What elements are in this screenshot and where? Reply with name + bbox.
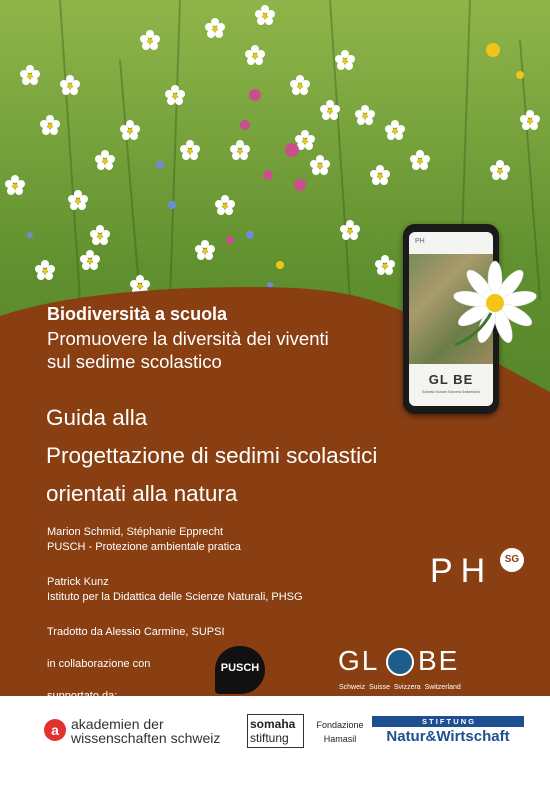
globe-logo-subtitle: Schweiz Suisse Svizzera Switzerland [339, 684, 461, 691]
phone-screen: PH GL BE Schweiz Suisse Svizzera Switzerland [409, 232, 493, 406]
hamasil-logo [311, 718, 369, 746]
authors-block-2 [47, 575, 303, 605]
author-names-2: Patrick Kunz [47, 576, 109, 588]
globe-icon [386, 648, 414, 676]
akademien-line-1: akademien der [71, 716, 164, 732]
akademien-icon: a [44, 719, 66, 741]
globe-logo [338, 645, 473, 695]
somaha-line-1: somaha [250, 717, 296, 731]
guide-line-3: orientati alla natura [46, 481, 238, 506]
subtitle-line-2: sul sedime scolastico [47, 351, 222, 372]
globe-logo-gl: GL [338, 645, 380, 676]
guide-line-2: Progettazione di sedimi scolastici [46, 443, 378, 468]
author-org-1: PUSCH - Protezione ambientale pratica [47, 541, 241, 553]
authors-block-1 [47, 525, 241, 555]
phone-globe-tagline: Schweiz Suisse Svizzera Switzerland [422, 390, 480, 394]
guide-line-1: Guida alla [46, 405, 148, 430]
stiftung-natur-wirtschaft-logo [372, 716, 524, 747]
author-org-2: Istituto per la Didattica delle Scienze Naturali, PHSG [47, 591, 303, 603]
phsg-logo-sg: SG [500, 548, 524, 572]
daisy-illustration [452, 258, 538, 348]
support-label: supportato da: [47, 690, 118, 702]
guide-title [46, 399, 486, 513]
author-names-1: Marion Schmid, Stéphanie Epprecht [47, 526, 224, 538]
globe-logo-be: BE [418, 645, 460, 676]
project-title: Biodiversità a scuola [47, 304, 228, 324]
stiftung-top-bar: S T I F T U N G [372, 716, 524, 727]
phsg-logo [430, 552, 530, 592]
subtitle-line-1: Promuovere la diversità dei viventi [47, 328, 329, 349]
project-subtitle [47, 327, 407, 373]
phone-globe-logo: GL BE [428, 372, 474, 387]
pusch-logo [215, 646, 265, 694]
collaboration-label: in collaborazione con [47, 658, 151, 670]
stiftung-main-text: Natur&Wirtschaft [386, 728, 510, 745]
pusch-logo-text: PUSCH [220, 662, 260, 674]
hamasil-line-1: Fondazione [316, 720, 364, 730]
phsg-logo-ph: PH [430, 552, 494, 590]
somaha-line-2: stiftung [250, 731, 289, 745]
somaha-logo [247, 714, 304, 748]
translation-credit: Tradotto da Alessio Carmine, SUPSI [47, 626, 225, 638]
akademien-logo [44, 716, 244, 746]
hamasil-line-2: Hamasil [323, 734, 357, 744]
akademien-line-2: wissenschaften schweiz [71, 730, 221, 746]
